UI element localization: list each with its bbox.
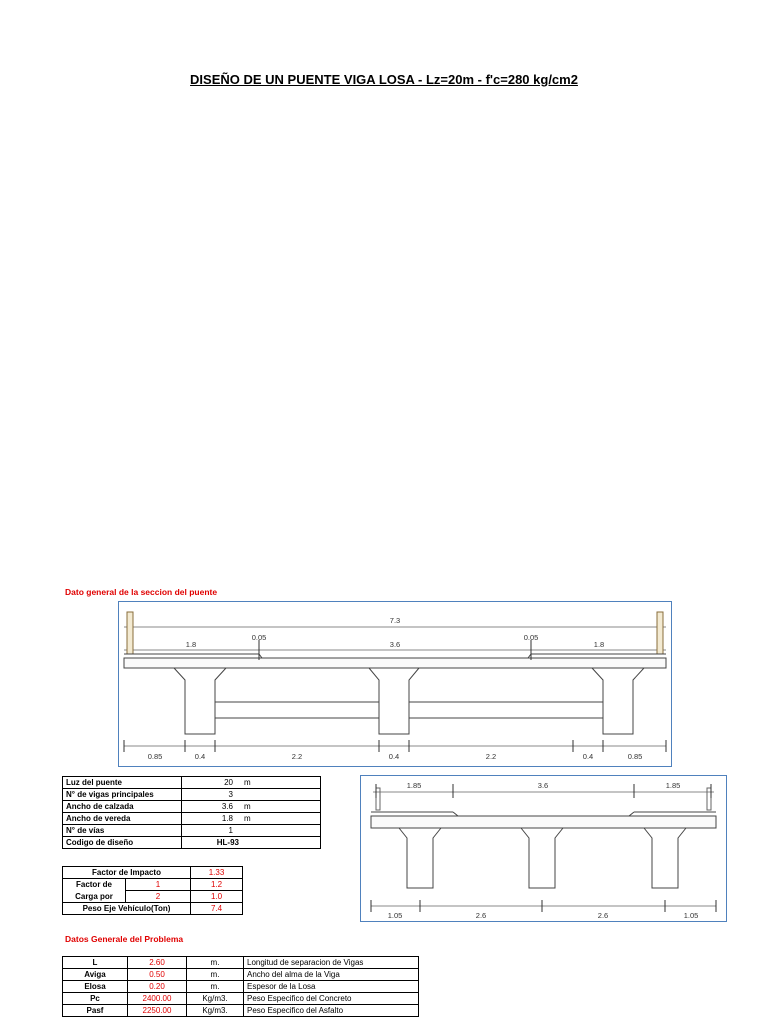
cell-impacto-label: Factor de Impacto	[63, 867, 191, 879]
table-datos-problema	[62, 956, 419, 1017]
cell-value: 1.8	[182, 813, 242, 825]
table-factores	[62, 866, 243, 915]
table-row	[63, 813, 321, 825]
cell-value: 0.50	[128, 969, 187, 981]
cell-carga-n1: 1	[126, 879, 191, 891]
cell-carga-v2: 1.0	[191, 891, 243, 903]
cell-value: 3.6	[182, 801, 242, 813]
cross-section-svg	[119, 602, 671, 766]
cell-desc: Peso Especifico del Asfalto	[244, 1005, 419, 1017]
cell-label: Codigo de diseño	[63, 837, 182, 849]
cell-unit: m.	[187, 969, 244, 981]
cell-value: 2250.00	[128, 1005, 187, 1017]
dim-bottom-6: 0.4	[582, 752, 594, 761]
cell-unit: m	[241, 813, 321, 825]
dim-gap-left: 0.05	[251, 633, 267, 642]
cell-carga-label-2: Carga por	[63, 891, 126, 903]
cell-sym: Pc	[63, 993, 128, 1005]
table-row	[63, 993, 419, 1005]
cell-value: 1	[182, 825, 242, 837]
table-row	[63, 801, 321, 813]
table-row	[63, 903, 243, 915]
page-title: DISEÑO DE UN PUENTE VIGA LOSA - Lz=20m - f'c=280 kg/cm2	[190, 72, 578, 87]
cell-carga-v1: 1.2	[191, 879, 243, 891]
cross-section-diagram-main	[118, 601, 672, 767]
table-row	[63, 969, 419, 981]
table-row	[63, 789, 321, 801]
table-row	[63, 1005, 419, 1017]
table-row	[63, 837, 321, 849]
cell-impacto-value: 1.33	[191, 867, 243, 879]
cell-desc: Longitud de separacion de Vigas	[244, 957, 419, 969]
table-row	[63, 825, 321, 837]
table-row	[63, 777, 321, 789]
dim-bottom-7: 0.85	[627, 752, 643, 761]
cell-carga-label-1: Factor de	[63, 879, 126, 891]
dim-bottom-5: 2.2	[485, 752, 497, 761]
cell-label: Ancho de vereda	[63, 813, 182, 825]
cell-carga-n2: 2	[126, 891, 191, 903]
cell-unit: Kg/m3.	[187, 993, 244, 1005]
dim-total-width: 7.3	[389, 616, 401, 625]
table-row	[63, 891, 243, 903]
cell-unit	[241, 837, 321, 849]
dim2-top-1: 1.85	[406, 781, 422, 790]
cell-unit	[241, 789, 321, 801]
section-title-problema: Datos Generale del Problema	[65, 934, 184, 944]
cell-unit	[241, 825, 321, 837]
cell-sym: Elosa	[63, 981, 128, 993]
cell-label: N° de vías	[63, 825, 182, 837]
dim2-bottom-4: 1.05	[683, 911, 699, 920]
dim-vereda-right: 1.8	[593, 640, 605, 649]
dim2-top-3: 1.85	[665, 781, 681, 790]
dim-gap-right: 0.05	[523, 633, 539, 642]
cell-sym: Pasf	[63, 1005, 128, 1017]
dim2-bottom-1: 1.05	[387, 911, 403, 920]
cell-value: 2.60	[128, 957, 187, 969]
cell-desc: Espesor de la Losa	[244, 981, 419, 993]
dim2-bottom-3: 2.6	[597, 911, 609, 920]
cell-unit: m	[241, 777, 321, 789]
cell-desc: Peso Especifico del Concreto	[244, 993, 419, 1005]
cell-sym: L	[63, 957, 128, 969]
cell-label: Ancho de calzada	[63, 801, 182, 813]
cell-unit: m.	[187, 957, 244, 969]
cell-label: N° de vigas principales	[63, 789, 182, 801]
table-row	[63, 981, 419, 993]
dim-bottom-1: 0.85	[147, 752, 163, 761]
table-row	[63, 957, 419, 969]
dim-bottom-3: 2.2	[291, 752, 303, 761]
dim-calzada: 3.6	[389, 640, 401, 649]
dim-vereda-left: 1.8	[185, 640, 197, 649]
dim2-bottom-2: 2.6	[475, 911, 487, 920]
cell-label: Luz del puente	[63, 777, 182, 789]
cell-peso-value: 7.4	[191, 903, 243, 915]
cell-unit: m.	[187, 981, 244, 993]
table-row	[63, 867, 243, 879]
dim2-top-2: 3.6	[537, 781, 549, 790]
cell-peso-label: Peso Eje Vehículo(Ton)	[63, 903, 191, 915]
cell-value: HL-93	[182, 837, 242, 849]
cell-value: 0.20	[128, 981, 187, 993]
table-datos-generales	[62, 776, 321, 849]
dim-bottom-4: 0.4	[388, 752, 400, 761]
dim-bottom-2: 0.4	[194, 752, 206, 761]
cell-value: 3	[182, 789, 242, 801]
cell-unit: m	[241, 801, 321, 813]
table-row	[63, 879, 243, 891]
cell-value: 2400.00	[128, 993, 187, 1005]
cross-section-svg-2	[361, 776, 726, 921]
section-title-seccion: Dato general de la seccion del puente	[65, 587, 218, 597]
cross-section-diagram-secondary	[360, 775, 727, 922]
cell-value: 20	[182, 777, 242, 789]
cell-sym: Aviga	[63, 969, 128, 981]
cell-desc: Ancho del alma de la Viga	[244, 969, 419, 981]
cell-unit: Kg/m3.	[187, 1005, 244, 1017]
